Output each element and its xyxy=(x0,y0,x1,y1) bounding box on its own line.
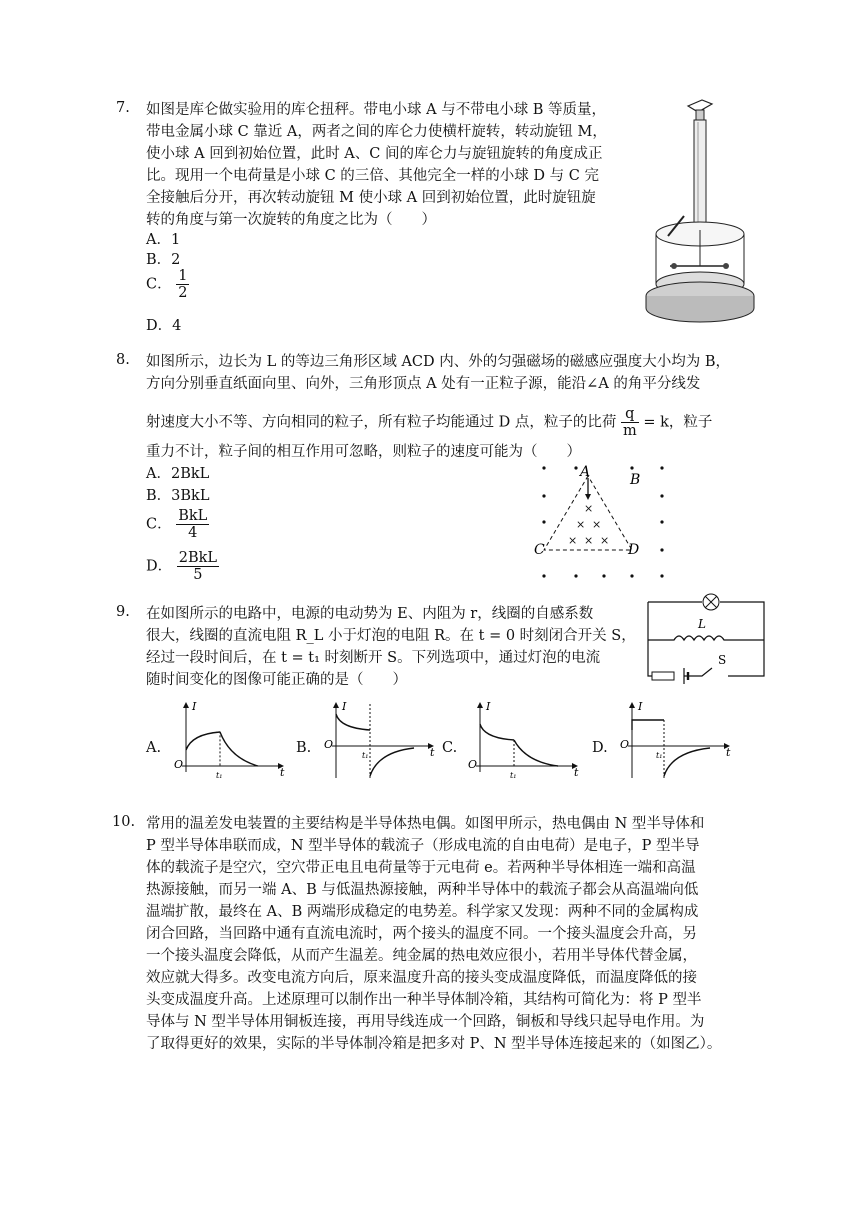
text-line: 体的载流子是空穴，空穴带正电且电荷量等于元电荷 e。若两种半导体相连一端和高温 xyxy=(146,860,696,876)
denominator: 5 xyxy=(193,567,203,583)
svg-text:×: × xyxy=(592,518,602,531)
label-b: B xyxy=(630,472,641,488)
option-c[interactable] xyxy=(146,268,189,301)
option-a[interactable] xyxy=(146,228,180,249)
text-line: 在如图所示的电路中，电源的电动势为 E、内阻为 r，线圈的自感系数 xyxy=(146,606,594,622)
option-label: C． xyxy=(146,516,172,533)
graph-options xyxy=(146,700,786,780)
option-label: B． xyxy=(146,252,172,268)
text-line: P 型半导体串联而成，N 型半导体的载流子（形成电流的自由电荷）是电子，P 型半导 xyxy=(146,838,700,854)
option-value: 2 xyxy=(171,252,181,268)
text-segment: 射速度大小不等、方向相同的粒子，所有粒子均能通过 D 点，粒子的比荷 xyxy=(146,414,617,431)
t1-label: t₁ xyxy=(656,751,663,760)
current-time-graph xyxy=(462,700,582,780)
option-label: A． xyxy=(146,466,171,482)
option-label: A. xyxy=(146,740,162,756)
origin-label: O xyxy=(324,738,334,751)
charge-mass-ratio xyxy=(621,406,639,439)
option-label: C． xyxy=(146,276,172,293)
magnetic-field-triangle-figure xyxy=(530,462,680,586)
option-label: C. xyxy=(442,740,458,756)
text-line: 带电金属小球 C 靠近 A，两者之间的库仑力使横杆旋转，转动旋钮 M， xyxy=(146,124,607,140)
svg-text:×: × xyxy=(568,534,578,547)
current-time-graph xyxy=(318,700,438,780)
option-label: D. xyxy=(592,740,608,756)
denominator: 2 xyxy=(178,285,188,301)
option-b[interactable] xyxy=(146,484,209,505)
field-in-crosses xyxy=(568,502,609,547)
text-line: 闭合回路，当回路中通有直流电流时，两个接头的温度不同。一个接头温度会升高，另 xyxy=(146,926,697,942)
text-line: 如图所示，边长为 L 的等边三角形区域 ACD 内、外的匀强磁场的磁感应强度大小均为 B， xyxy=(146,354,731,370)
text-segment: = k，粒子 xyxy=(643,414,713,431)
text-line: 效应就大得多。改变电流方向后，原来温度升高的接头变成温度降低，而温度降低的接 xyxy=(146,970,697,986)
origin-label: O xyxy=(620,738,630,751)
svg-text:×: × xyxy=(584,502,594,515)
text-line: 经过一段时间后，在 t = t₁ 时刻断开 S。下列选项中，通过灯泡的电流 xyxy=(146,650,601,666)
torsion-balance-figure xyxy=(640,96,760,324)
switch-label: S xyxy=(718,653,727,667)
svg-text:×: × xyxy=(576,518,586,531)
graph-option-b[interactable] xyxy=(296,700,441,780)
inductor-label: L xyxy=(698,617,706,631)
graph-option-d[interactable] xyxy=(592,700,737,780)
text-line: 方向分别垂直纸面向里、向外，三角形顶点 A 处有一正粒子源，能沿∠A 的角平分线发 xyxy=(146,376,701,392)
text-line: 使小球 A 回到初始位置，此时 A、C 间的库仑力与旋钮旋转的角度成正 xyxy=(146,146,603,162)
text-line: 常用的温差发电装置的主要结构是半导体热电偶。如图甲所示，热电偶由 N 型半导体和 xyxy=(146,816,705,832)
axis-t-label: t xyxy=(280,766,285,779)
graph-option-a[interactable] xyxy=(146,700,291,780)
t1-label: t₁ xyxy=(362,751,369,760)
text-line: 一个接头温度会降低，从而产生温差。纯金属的热电效应很小，若用半导体代替金属， xyxy=(146,948,697,964)
text-line: 温端扩散，最终在 A、B 两端形成稳定的电势差。科学家又发现：两种不同的金属构成 xyxy=(146,904,699,920)
axis-i-label: I xyxy=(192,700,197,713)
axis-i-label: I xyxy=(638,700,643,713)
text-line: 了取得更好的效果，实际的半导体制冷箱是把多对 P、N 型半导体连接起来的（如图乙）。 xyxy=(146,1036,722,1052)
axis-i-label: I xyxy=(342,700,347,713)
text-line: 很大，线圈的直流电阻 R_L 小于灯泡的电阻 R。在 t = 0 时刻闭合开关 S， xyxy=(146,628,636,644)
numerator: q xyxy=(621,406,639,423)
question-number: 8. xyxy=(116,352,130,368)
origin-label: O xyxy=(174,758,184,771)
circuit-figure xyxy=(644,592,768,684)
fraction xyxy=(177,550,219,583)
svg-text:×: × xyxy=(584,534,594,547)
text-line: 如图是库仑做实验用的库仑扭秤。带电小球 A 与不带电小球 B 等质量， xyxy=(146,102,607,118)
option-value: 4 xyxy=(172,318,182,334)
option-label: D． xyxy=(146,558,173,575)
option-value: 1 xyxy=(170,232,181,248)
field-out-dots xyxy=(542,466,663,577)
option-a[interactable] xyxy=(146,462,209,483)
option-d[interactable] xyxy=(146,314,181,335)
option-d[interactable] xyxy=(146,550,219,583)
text-line: 随时间变化的图像可能正确的是（ ） xyxy=(146,672,407,688)
text-line: 热源接触，而另一端 A、B 与低温热源接触，两种半导体中的载流子都会从高温端向低 xyxy=(146,882,699,898)
denominator: m xyxy=(622,423,637,439)
text-line xyxy=(146,406,712,439)
option-value: 3BkL xyxy=(171,488,210,504)
option-value: 2BkL xyxy=(170,466,210,482)
option-label: D． xyxy=(146,318,173,334)
option-label: B． xyxy=(146,488,172,504)
question-number: 9. xyxy=(116,604,130,620)
axis-t-label: t xyxy=(726,746,731,759)
numerator: 1 xyxy=(178,268,188,284)
t1-label: t₁ xyxy=(216,771,223,780)
fraction xyxy=(176,268,189,301)
option-label: A． xyxy=(146,232,171,248)
option-c[interactable] xyxy=(146,508,209,541)
axis-t-label: t xyxy=(430,746,435,759)
text-line: 转的角度与第一次旋转的角度之比为（ ） xyxy=(146,212,436,228)
origin-label: O xyxy=(468,758,478,771)
vertex-label-c: C xyxy=(534,542,545,558)
text-line: 全接触后分开，再次转动旋钮 M 使小球 A 回到初始位置，此时旋钮旋 xyxy=(146,190,596,206)
text-line: 头变成温度升高。上述原理可以制作出一种半导体制冷箱，其结构可简化为：将 P 型半 xyxy=(146,992,702,1008)
option-b[interactable] xyxy=(146,248,180,269)
t1-label: t₁ xyxy=(510,771,517,780)
numerator: 2BkL xyxy=(178,550,218,566)
current-time-graph xyxy=(168,700,288,780)
text-line: 导体与 N 型半导体用铜板连接，再用导线连成一个回路，铜板和导线只起导电作用。为 xyxy=(146,1014,705,1030)
text-line: 重力不计，粒子间的相互作用可忽略，则粒子的速度可能为（ ） xyxy=(146,444,581,460)
svg-text:×: × xyxy=(600,534,610,547)
vertex-label-d: D xyxy=(628,542,640,558)
axis-t-label: t xyxy=(574,766,579,779)
question-number: 10. xyxy=(112,814,136,830)
question-number: 7. xyxy=(116,100,130,116)
axis-i-label: I xyxy=(486,700,491,713)
option-label: B. xyxy=(296,740,312,756)
denominator: 4 xyxy=(188,525,198,541)
numerator: BkL xyxy=(178,508,208,524)
fraction xyxy=(176,508,209,541)
graph-option-c[interactable] xyxy=(442,700,587,780)
vertex-label-a: A xyxy=(580,464,591,480)
current-time-graph xyxy=(614,700,734,780)
text-line: 比。现用一个电荷量是小球 C 的三倍、其他完全一样的小球 D 与 C 完 xyxy=(146,168,599,184)
